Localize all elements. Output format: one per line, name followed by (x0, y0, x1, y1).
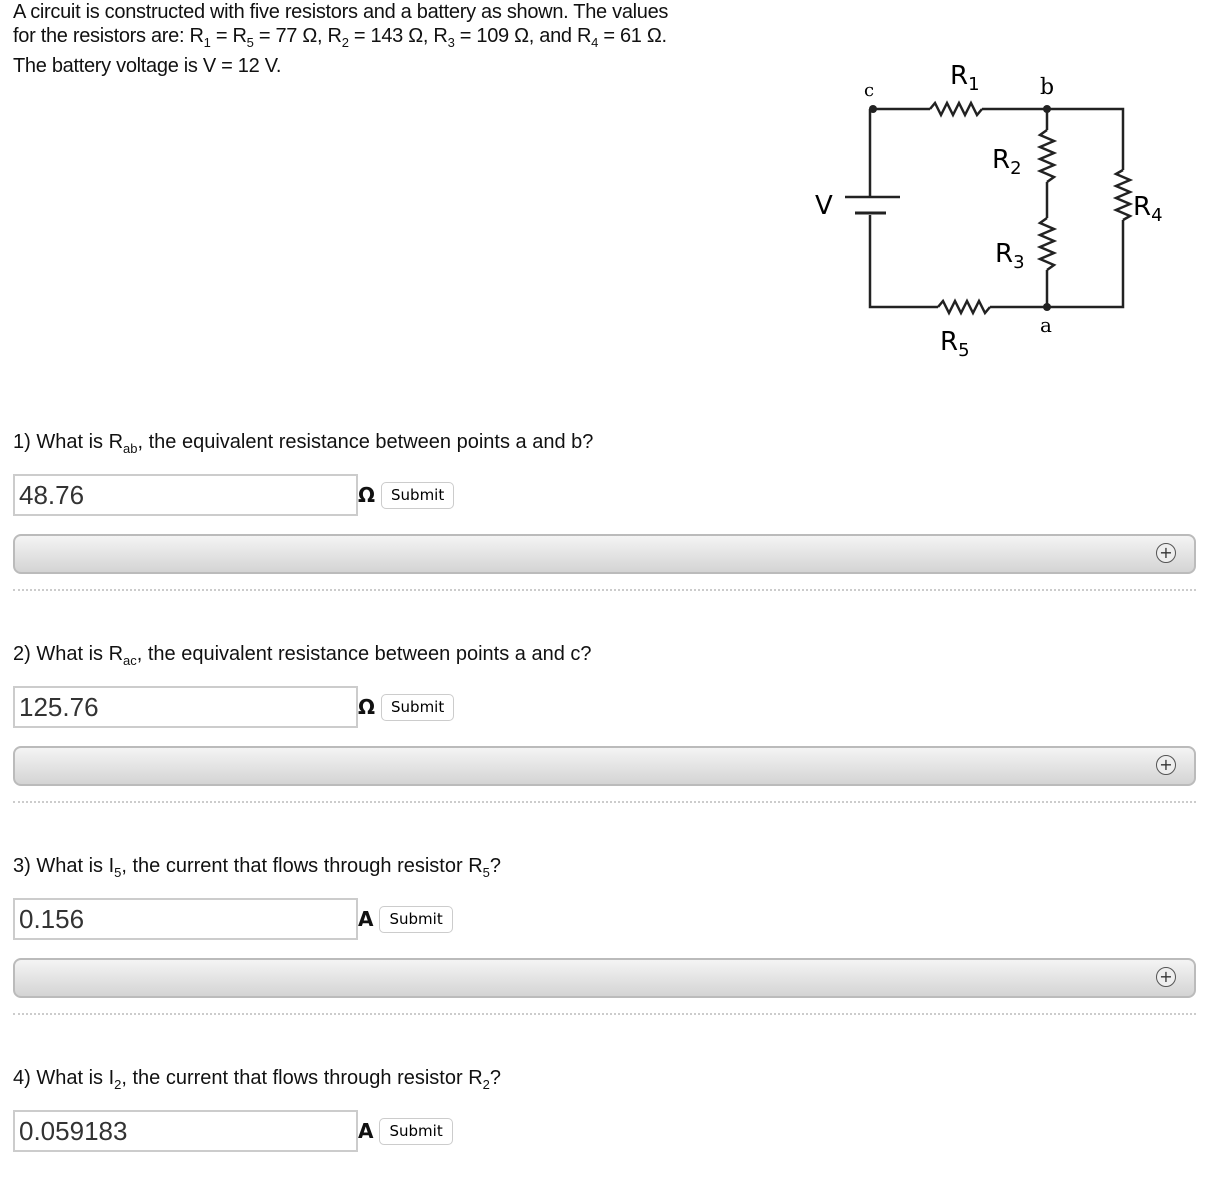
answer-row (13, 474, 454, 516)
question-text (13, 1063, 1196, 1093)
r4-label (1133, 192, 1163, 226)
answer-row (13, 898, 453, 940)
question-2 (13, 639, 1196, 774)
node-a-label: a (1040, 313, 1052, 337)
circuit-diagram (800, 50, 1200, 370)
t: 5 (482, 865, 490, 880)
t: 5 (246, 35, 254, 50)
t: 1 (968, 74, 980, 95)
divider (13, 801, 1196, 803)
t: R (950, 61, 969, 91)
question-text (13, 639, 1196, 669)
divider (13, 589, 1196, 591)
question-text (13, 851, 1196, 881)
intro-line-1: A circuit is constructed with five resistors and a battery as shown. The values (13, 1, 669, 23)
t: R (940, 327, 959, 357)
t: 2) What is R (13, 643, 124, 665)
question-text (13, 427, 1196, 457)
submit-button[interactable]: Submit (381, 482, 454, 509)
t: 1 (203, 35, 211, 50)
unit-label: Ω (358, 695, 376, 719)
t: 5 (114, 865, 122, 880)
t: 2 (482, 1077, 490, 1092)
r2-label (992, 145, 1022, 179)
answer-input[interactable]: 125.76 (13, 686, 358, 728)
t: 1) What is R (13, 431, 124, 453)
unit-label: Ω (358, 483, 376, 507)
answer-row (13, 1110, 453, 1152)
r1-label (950, 61, 980, 95)
t: , the current that flows through resistor R (121, 1067, 483, 1089)
t: , the current that flows through resistor R (121, 855, 483, 877)
t: 4 (1151, 205, 1163, 226)
unit-label: A (358, 1119, 374, 1143)
t: 4) What is I (13, 1067, 115, 1089)
t: R (995, 239, 1014, 269)
submit-button[interactable]: Submit (381, 694, 454, 721)
battery-label: V (815, 191, 833, 221)
feedback-expander[interactable] (13, 534, 1196, 574)
r3-label (995, 239, 1025, 273)
t: 2 (114, 1077, 122, 1092)
plus-circle-icon[interactable]: + (1156, 967, 1176, 987)
t: ab (123, 441, 138, 456)
unit-label: A (358, 907, 374, 931)
t: 3 (1013, 252, 1025, 273)
intro-line-3: The battery voltage is V = 12 V. (13, 55, 282, 77)
question-3 (13, 851, 1196, 986)
answer-input[interactable]: 0.059183 (13, 1110, 358, 1152)
node-b-label: b (1040, 75, 1055, 100)
t: = 143 Ω, R (348, 25, 448, 47)
t: = R (210, 25, 247, 47)
t: = 109 Ω, and R (454, 25, 592, 47)
t: = 77 Ω, R (253, 25, 342, 47)
intro-line-2 (13, 24, 668, 48)
answer-input[interactable]: 0.156 (13, 898, 358, 940)
feedback-expander[interactable] (13, 958, 1196, 998)
plus-circle-icon[interactable]: + (1156, 543, 1176, 563)
divider (13, 1013, 1196, 1015)
question-1 (13, 427, 1196, 562)
feedback-expander[interactable] (13, 746, 1196, 786)
t: 2 (341, 35, 349, 50)
t: 3) What is I (13, 855, 115, 877)
r5-label (940, 327, 970, 361)
t: , the equivalent resistance between points a and b? (137, 431, 594, 453)
submit-button[interactable]: Submit (379, 1118, 452, 1145)
t: ? (489, 855, 502, 877)
t: R (1133, 192, 1152, 222)
submit-button[interactable]: Submit (379, 906, 452, 933)
question-4 (13, 1063, 1196, 1146)
plus-circle-icon[interactable]: + (1156, 755, 1176, 775)
t: ac (123, 653, 137, 668)
node-c-label: c (864, 80, 875, 101)
t: 5 (958, 340, 970, 361)
t: = 61 Ω. (598, 25, 667, 47)
t: 4 (591, 35, 599, 50)
t: 3 (447, 35, 455, 50)
answer-input[interactable]: 48.76 (13, 474, 358, 516)
problem-statement (13, 0, 668, 78)
t: ? (489, 1067, 502, 1089)
t: 2 (1010, 158, 1022, 179)
t: R (992, 145, 1011, 175)
answer-row (13, 686, 454, 728)
t: , the equivalent resistance between points a and c? (136, 643, 592, 665)
t: for the resistors are: R (13, 25, 204, 47)
